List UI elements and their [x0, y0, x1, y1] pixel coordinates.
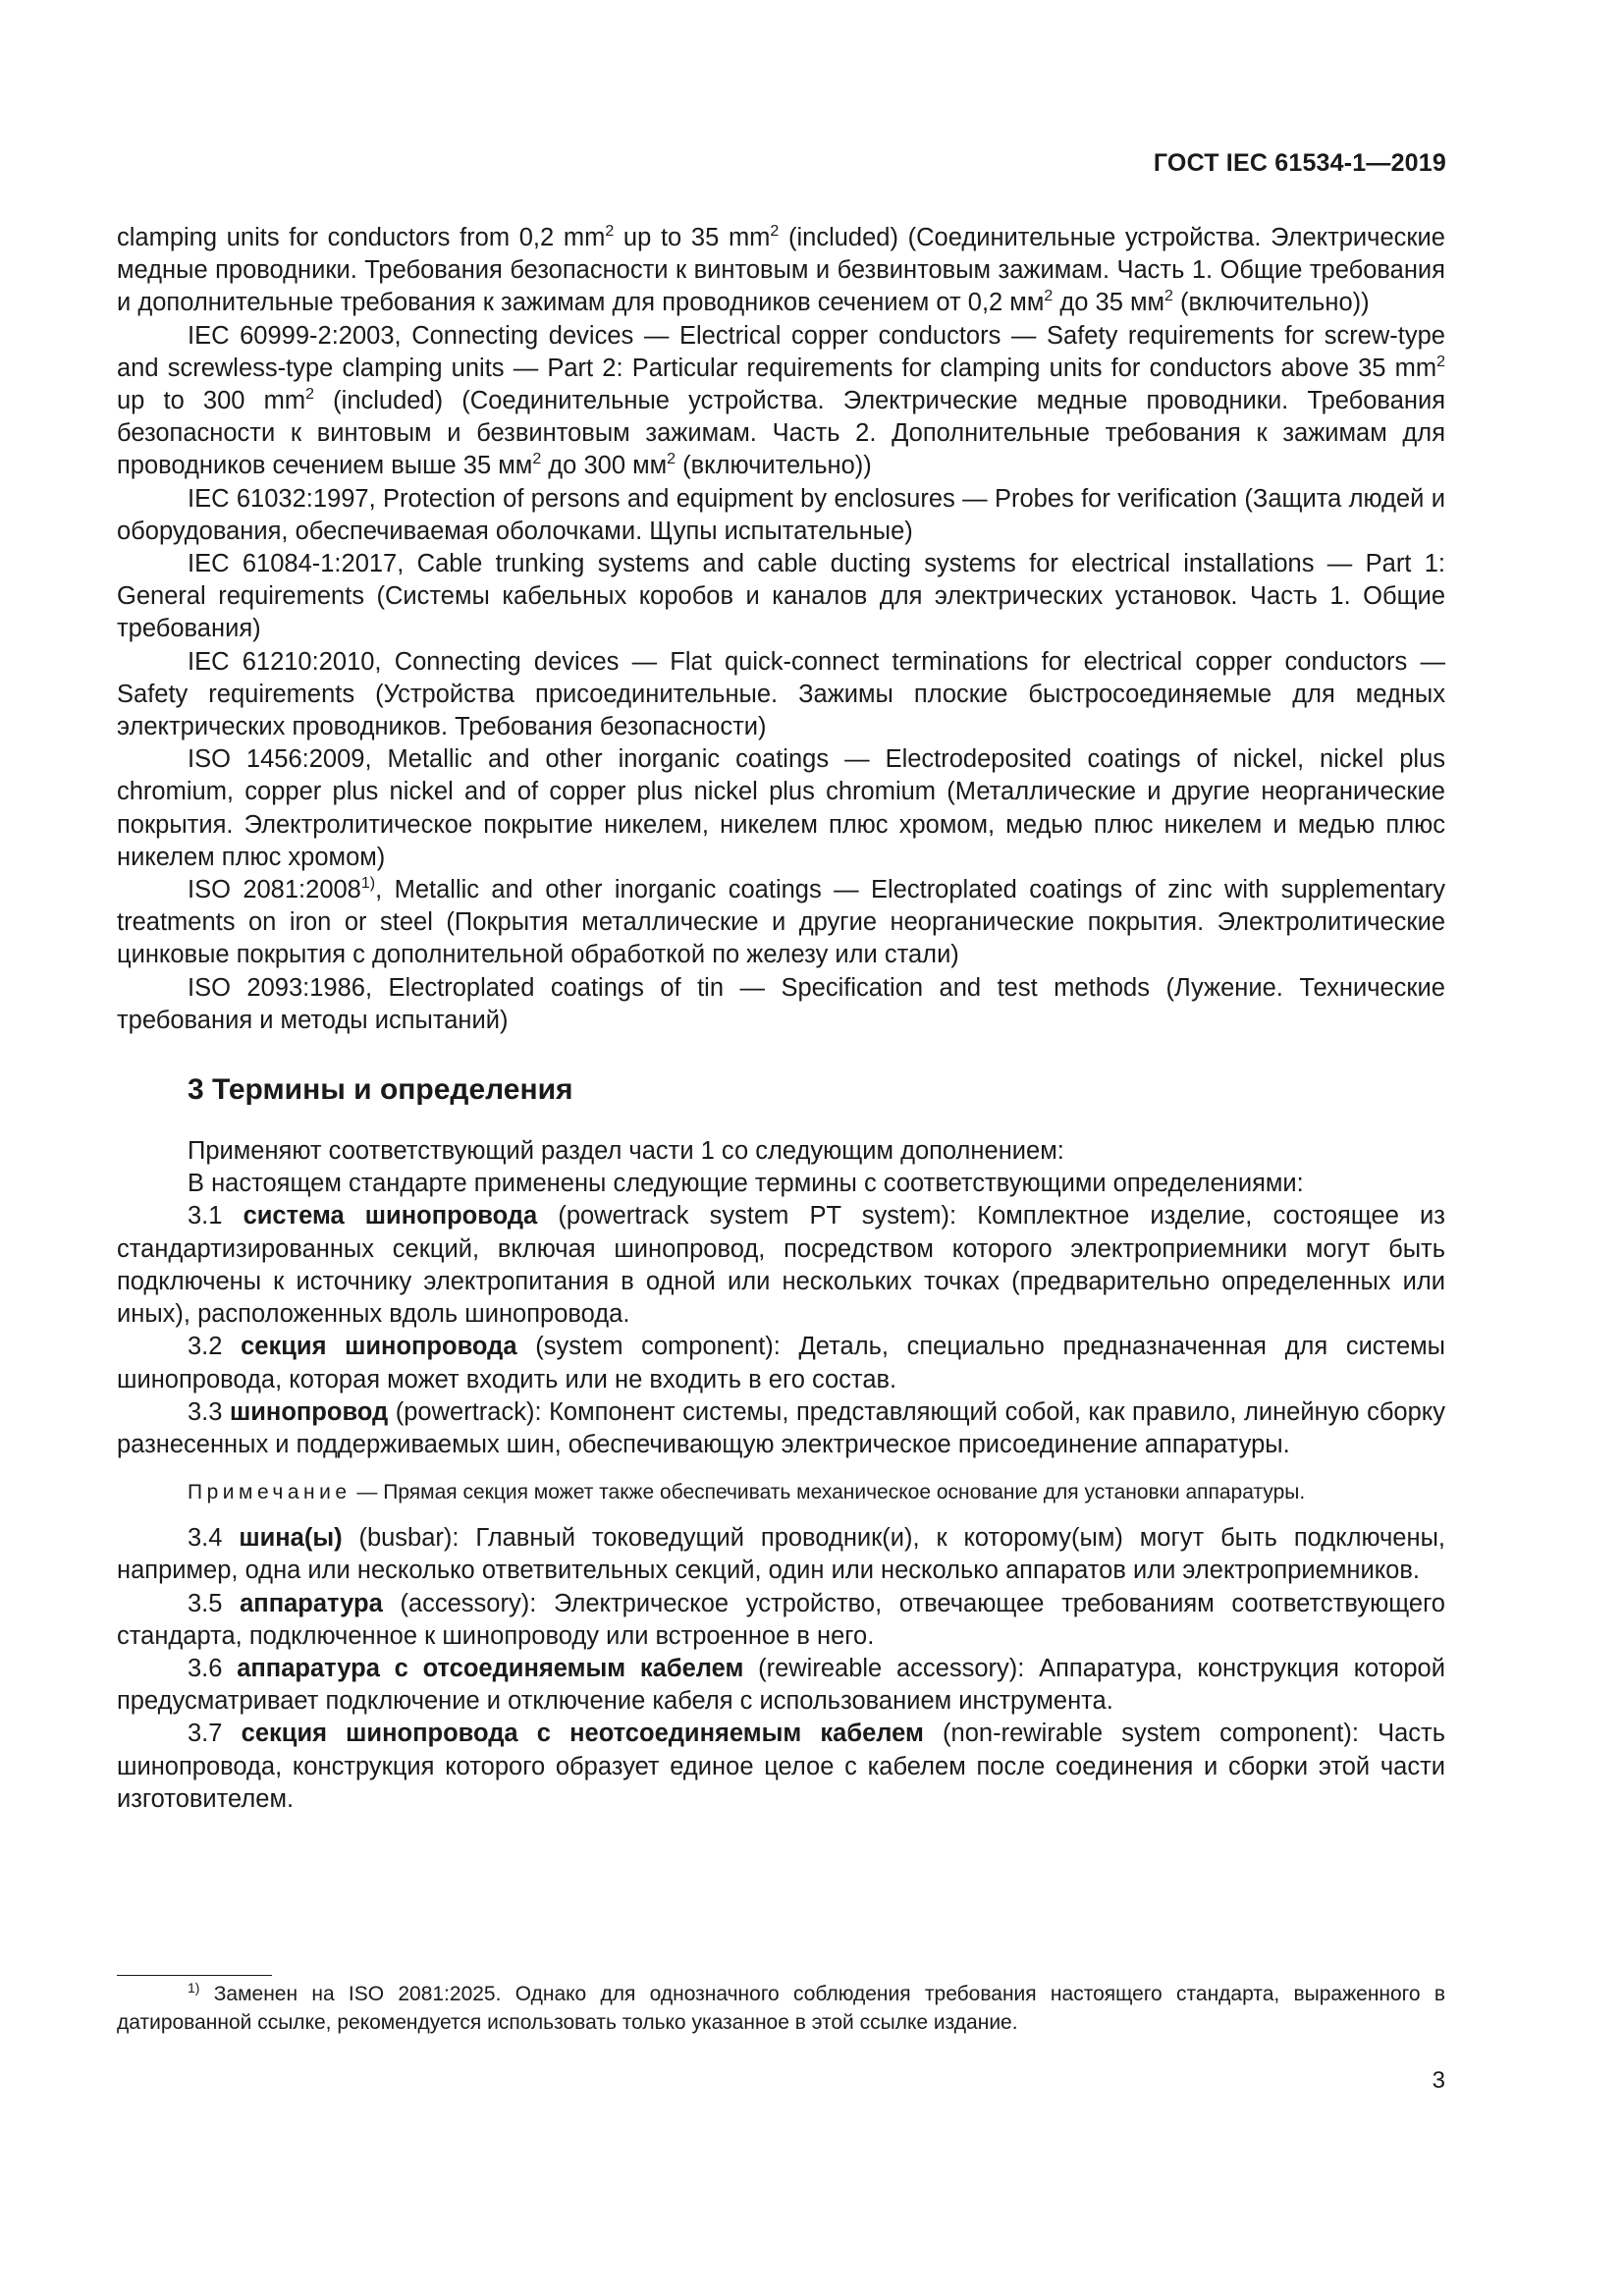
superscript: 2	[305, 386, 315, 404]
term-definition	[117, 1522, 1445, 1587]
term-text: (rewireable accessory): Аппаратура, конструкция которой предусматривает подключение и отключение кабеля с использованием инструмента.	[117, 1654, 1445, 1716]
superscript: 2	[1436, 353, 1445, 370]
term-number: 3.5	[188, 1589, 241, 1617]
ref-text: , Metallic and other inorganic coatings — Electroplated coatings of zinc with supplementary treatments on iron or steel (Покрытия металлические и другие неорганические покрытия. Электролитические цинковые покрытия с дополнительной обработкой по железу или стали)	[117, 876, 1446, 969]
reference-iso-2081	[117, 874, 1445, 972]
footnote-marker[interactable]: 1)	[360, 875, 376, 893]
term-definition	[117, 1200, 1445, 1331]
superscript: 2	[605, 223, 615, 240]
ref-text: (включительно))	[676, 452, 872, 480]
term-name: система шинопровода	[243, 1202, 538, 1230]
term-number: 3.1	[188, 1202, 243, 1230]
superscript: 2	[532, 451, 542, 468]
superscript: 2	[1044, 288, 1054, 305]
term-definition	[117, 1718, 1445, 1816]
term-number: 3.3	[188, 1397, 230, 1426]
term-number: 3.2	[188, 1333, 242, 1361]
ref-text: (included) (Соединительные устройства. Электрические медные проводники. Требования безопасности к винтовым и безвинтовым зажимам. Часть 2. Дополнительные требования к зажимам для проводников сечением выше 35 мм	[117, 387, 1446, 480]
term-definition	[117, 1588, 1445, 1653]
page-body	[117, 222, 1445, 1816]
ref-text: (включительно))	[1172, 289, 1370, 317]
ref-text: up to 35 mm	[614, 224, 771, 251]
reference-iec-60999-2	[117, 320, 1445, 483]
term-text: (powertrack system PT system): Комплектное изделие, состоящее из стандартизированных секций, включая шинопровод, посредством которого электроприемники могут быть подключены к источнику электропитания в одной или нескольких точках (предварительно определенных или иных), расположенных вдоль шинопровода.	[117, 1202, 1445, 1329]
superscript: 2	[770, 223, 780, 240]
term-text: (powertrack): Компонент системы, представляющий собой, как правило, линейную сборку разнесенных и поддерживаемых шин, обеспечивающую электрическое присоединение аппаратуры.	[117, 1397, 1445, 1458]
term-number: 3.6	[188, 1654, 238, 1682]
document-header-id: ГОСТ IEC 61534-1—2019	[1153, 149, 1446, 177]
ref-text: IEC 60999-2:2003, Connecting devices — Electrical copper conductors — Safety requirements for screw-type and screwless-type clamping units — Part 2: Particular requirements for clamping units for conductors above 35 mm	[117, 321, 1445, 382]
reference-iec-61032: IEC 61032:1997, Protection of persons and equipment by enclosures — Probes for verification (Защита людей и оборудования, обеспечиваемая оболочками. Щупы испытательные)	[117, 484, 1445, 545]
term-name: аппаратура	[240, 1589, 383, 1617]
note-label: Примечание	[188, 1481, 352, 1504]
term-name: секция шинопровода с неотсоединяемым кабелем	[241, 1720, 924, 1748]
term-name: аппаратура с отсоединяемым кабелем	[237, 1654, 744, 1682]
term-text: (non-rewirable system component): Часть шинопровода, конструкция которого образует единое целое с кабелем после соединения и сборки этой части изготовителем.	[117, 1720, 1445, 1813]
footnote-marker: 1)	[188, 1980, 200, 1995]
ref-text: clamping units for conductors from 0,2 mm	[117, 224, 606, 251]
term-number: 3.7	[188, 1720, 242, 1748]
term-definition	[117, 1331, 1445, 1395]
ref-text: до 300 мм	[541, 452, 668, 480]
ref-text: (included) (Соединительные устройства. Электрические медные проводники. Требования безопасности к винтовым и безвинтовым зажимам. Часть 1. Общие требования и дополнительные требования к зажимам для проводников сечением от 0,2 мм	[117, 224, 1445, 317]
superscript: 2	[1164, 288, 1173, 305]
term-definition	[117, 1653, 1445, 1718]
note-text: — Прямая секция может также обеспечивать механическое основание для установки аппаратуры.	[351, 1481, 1306, 1504]
ref-text: up to 300 mm	[117, 387, 306, 415]
term-name: шинопровод	[229, 1397, 389, 1426]
term-name: секция шинопровода	[241, 1333, 517, 1361]
footnote-divider	[117, 1975, 272, 1976]
section-intro: В настоящем стандарте применены следующие термины с соответствующими определениями:	[188, 1170, 1304, 1198]
term-text: (system component): Деталь, специально предназначенная для системы шинопровода, которая может входить или не входить в его состав.	[117, 1333, 1445, 1394]
term-name: шина(ы)	[239, 1524, 343, 1553]
term-text: (busbar): Главный токоведущий проводник(и), к которому(ым) могут быть подключены, например, одна или несколько ответвительных секций, один или несколько аппаратов или электроприемников.	[117, 1524, 1445, 1585]
term-number: 3.4	[188, 1524, 240, 1553]
term-definition	[117, 1396, 1445, 1461]
superscript: 2	[667, 451, 676, 468]
reference-iec-61084-1: IEC 61084-1:2017, Cable trunking systems and cable ducting systems for electrical installations — Part 1: General requirements (Системы кабельных коробов и каналов для электрических установок. Часть 1. Общие требования)	[117, 550, 1445, 643]
reference-iec-60999-1-continuation	[117, 222, 1445, 320]
ref-text: до 35 мм	[1053, 289, 1165, 317]
note	[117, 1477, 1445, 1508]
footnote-text: Заменен на ISO 2081:2025. Однако для однозначного соблюдения требования настоящего стандарта, выраженного в датированной ссылке, рекомендуется использовать только указанное в этой ссылке издание.	[117, 1983, 1445, 2034]
reference-iso-1456: ISO 1456:2009, Metallic and other inorganic coatings — Electrodeposited coatings of nickel, nickel plus chromium, copper plus nickel and of copper plus nickel plus chromium (Металлические и другие неорганические покрытия. Электролитическое покрытие никелем, никелем плюс хромом, медью плюс никелем и медью плюс никелем плюс хромом)	[117, 745, 1445, 871]
reference-iso-2093: ISO 2093:1986, Electroplated coatings of tin — Specification and test methods (Лужение. Технические требования и методы испытаний)	[117, 973, 1445, 1034]
page-number: 3	[1432, 2067, 1445, 2094]
reference-iec-61210: IEC 61210:2010, Connecting devices — Flat quick-connect terminations for electrical copper conductors — Safety requirements (Устройства присоединительные. Зажимы плоские быстросоединяемые для медных электрических проводников. Требования безопасности)	[117, 647, 1445, 741]
section-heading: 3 Термины и определения	[188, 1073, 573, 1107]
term-text: (accessory): Электрическое устройство, отвечающее требованиям соответствующего стандарта, подключенное к шинопроводу или встроенное в него.	[117, 1589, 1445, 1650]
footnote	[117, 1980, 1445, 2037]
section-intro: Применяют соответствующий раздел части 1 со следующим дополнением:	[188, 1137, 1064, 1166]
ref-text: ISO 2081:2008	[188, 876, 361, 904]
